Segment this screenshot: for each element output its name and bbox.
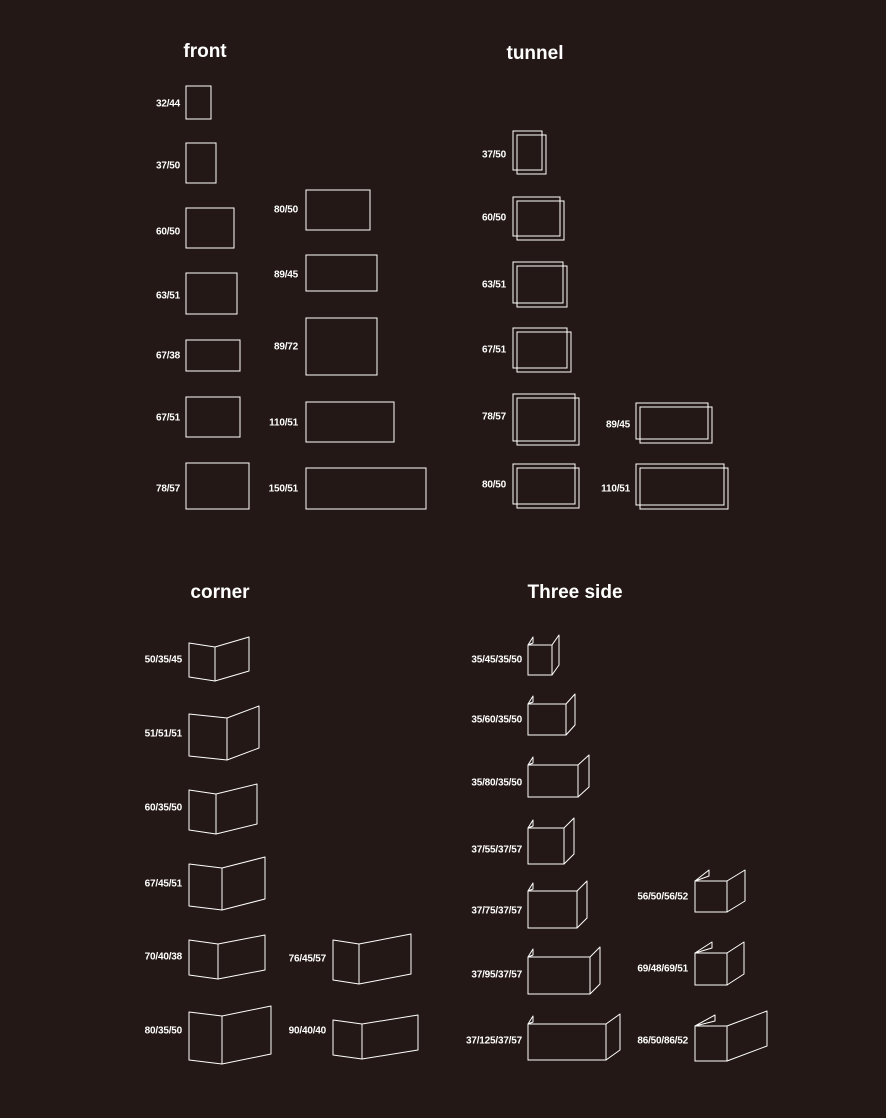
three_side-size-label: 35/80/35/50	[471, 777, 522, 789]
front-size-label: 37/50	[155, 160, 180, 172]
front-panel-shape	[186, 86, 211, 119]
tunnel-section-title: tunnel	[506, 43, 564, 64]
front-size-label: 67/51	[155, 412, 180, 424]
front-size-label: 78/57	[155, 483, 180, 495]
three-side-front-panel	[528, 765, 578, 797]
tunnel-front-shape	[513, 464, 575, 504]
three-side-section-title: Three side	[527, 582, 623, 603]
corner-size-label: 76/45/57	[288, 953, 326, 965]
three-side-right-return	[727, 1011, 767, 1061]
corner-front-panel	[189, 714, 227, 760]
three-side-front-panel	[528, 704, 566, 735]
tunnel-front-shape	[513, 262, 563, 303]
three-side-left-return	[695, 870, 709, 881]
three-side-front-panel	[528, 957, 590, 994]
front-size-label: 150/51	[268, 483, 298, 495]
three-side-front-panel	[528, 891, 577, 928]
tunnel-front-shape	[636, 464, 724, 505]
front-size-label: 80/50	[273, 204, 298, 216]
three_side-size-label: 56/50/56/52	[637, 891, 688, 903]
corner-side-panel	[218, 935, 265, 979]
three-side-left-return	[528, 820, 533, 828]
tunnel-size-label: 110/51	[601, 483, 630, 495]
tunnel-back-shape	[517, 201, 564, 240]
tunnel-back-shape	[640, 407, 712, 443]
tunnel-size-label: 78/57	[481, 411, 506, 423]
tunnel-size-label: 80/50	[481, 479, 506, 491]
three-side-left-return	[695, 942, 712, 953]
corner-size-label: 51/51/51	[144, 728, 182, 740]
three_side-size-label: 69/48/69/51	[637, 963, 688, 975]
three-side-front-panel	[695, 881, 727, 912]
tunnel-back-shape	[640, 468, 728, 509]
three-side-left-return	[528, 696, 533, 704]
three-side-right-return	[727, 942, 744, 985]
three_side-size-label: 37/75/37/57	[471, 905, 522, 917]
corner-size-label: 90/40/40	[288, 1025, 326, 1037]
front-size-label: 60/50	[155, 226, 180, 238]
front-panel-shape	[186, 340, 240, 371]
three-side-right-return	[590, 947, 600, 994]
front-panel-shape	[306, 402, 394, 442]
corner-side-panel	[215, 637, 249, 681]
front-size-label: 89/45	[273, 269, 298, 281]
front-size-label: 89/72	[273, 341, 298, 353]
three-side-front-panel	[695, 953, 727, 985]
tunnel-size-label: 67/51	[481, 344, 506, 356]
front-size-label: 63/51	[155, 290, 180, 302]
tunnel-front-shape	[636, 403, 708, 439]
corner-side-panel	[222, 1006, 271, 1064]
tunnel-size-label: 89/45	[605, 419, 630, 431]
front-panel-shape	[306, 255, 377, 291]
tunnel-size-label: 63/51	[481, 279, 506, 291]
corner-side-panel	[216, 784, 257, 834]
three-side-front-panel	[528, 1024, 606, 1060]
front-panel-shape	[186, 208, 234, 248]
three-side-right-return	[566, 694, 575, 735]
three-side-left-return	[528, 883, 533, 891]
front-panel-shape	[186, 273, 237, 314]
three_side-size-label: 37/125/37/57	[466, 1035, 522, 1047]
front-panel-shape	[186, 463, 249, 509]
corner-front-panel	[189, 940, 218, 979]
tunnel-size-label: 60/50	[481, 212, 506, 224]
front-size-label: 32/44	[155, 98, 180, 110]
three-side-right-return	[577, 881, 587, 928]
front-panel-shape	[306, 318, 377, 375]
front-size-label: 110/51	[269, 417, 298, 429]
three_side-size-label: 37/55/37/57	[471, 844, 522, 856]
three-side-front-panel	[528, 828, 564, 864]
tunnel-front-shape	[513, 328, 567, 368]
three-side-left-return	[695, 1015, 715, 1026]
three-side-right-return	[552, 635, 559, 675]
three-side-right-return	[564, 818, 574, 864]
tunnel-front-shape	[513, 394, 575, 441]
tunnel-back-shape	[517, 266, 567, 307]
corner-side-panel	[227, 706, 259, 760]
corner-size-label: 70/40/38	[144, 951, 182, 963]
front-size-label: 67/38	[155, 350, 180, 362]
corner-side-panel	[359, 934, 411, 984]
three-side-left-return	[528, 757, 533, 765]
corner-size-label: 50/35/45	[144, 654, 182, 666]
tunnel-back-shape	[517, 332, 571, 372]
three-side-right-return	[578, 755, 589, 797]
front-panel-shape	[186, 397, 240, 437]
tunnel-size-label: 37/50	[481, 149, 506, 161]
front-panel-shape	[186, 143, 216, 183]
front-panel-shape	[306, 190, 370, 230]
front-panel-shape	[306, 468, 426, 509]
tunnel-front-shape	[513, 197, 560, 236]
corner-size-label: 80/35/50	[144, 1025, 182, 1037]
three-side-front-panel	[528, 645, 552, 675]
three-side-right-return	[727, 870, 745, 912]
tunnel-back-shape	[517, 468, 579, 508]
tunnel-back-shape	[517, 398, 579, 445]
corner-side-panel	[222, 857, 265, 910]
three-side-left-return	[528, 1016, 533, 1024]
corner-section-title: corner	[190, 582, 250, 603]
corner-front-panel	[333, 940, 359, 984]
three-side-left-return	[528, 949, 533, 957]
corner-front-panel	[189, 643, 215, 681]
corner-front-panel	[189, 790, 216, 834]
corner-side-panel	[362, 1015, 418, 1059]
corner-front-panel	[189, 1012, 222, 1064]
front-section-title: front	[183, 41, 227, 62]
corner-size-label: 67/45/51	[144, 878, 182, 890]
three_side-size-label: 86/50/86/52	[637, 1035, 688, 1047]
three-side-right-return	[606, 1014, 620, 1060]
corner-front-panel	[189, 864, 222, 910]
corner-front-panel	[333, 1020, 362, 1059]
three_side-size-label: 37/95/37/57	[471, 969, 522, 981]
three_side-size-label: 35/45/35/50	[471, 654, 522, 666]
three_side-size-label: 35/60/35/50	[471, 714, 522, 726]
three-side-front-panel	[695, 1026, 727, 1061]
three-side-left-return	[528, 637, 533, 645]
corner-size-label: 60/35/50	[144, 802, 182, 814]
